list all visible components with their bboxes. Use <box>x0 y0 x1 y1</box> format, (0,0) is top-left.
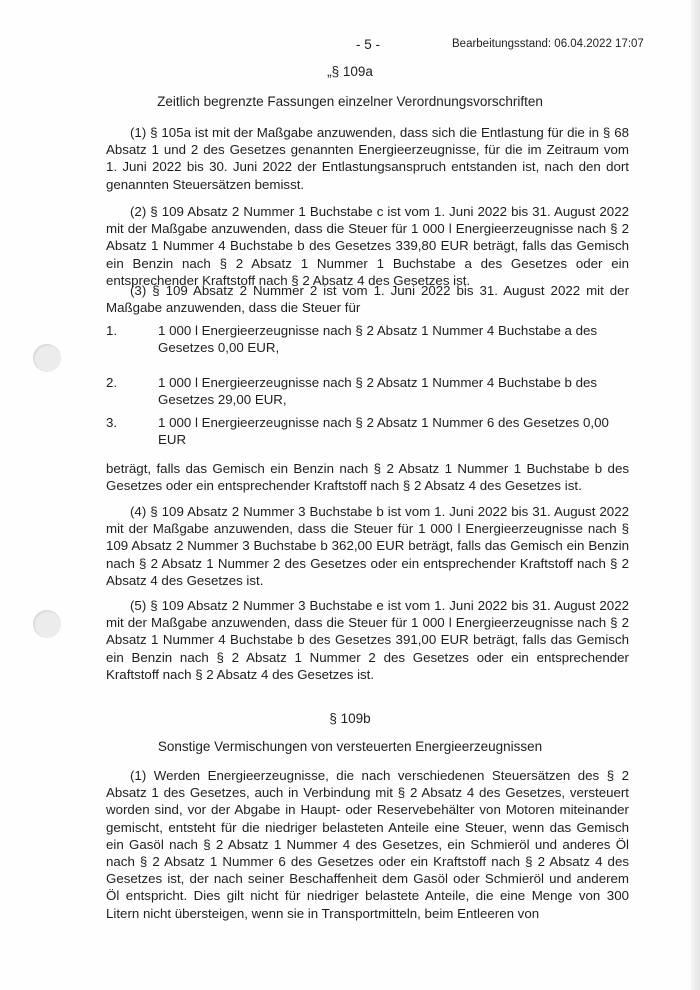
page-number: - 5 - <box>356 37 381 52</box>
paragraph-109a-2: (2) § 109 Absatz 2 Nummer 1 Buchstabe c ist vom 1. Juni 2022 bis 31. August 2022 mit der Maßgabe anzuwenden, dass die Steuer für 1 000 l Energieerzeugnisse nach § 2 Absatz 1 Nummer 4 Buchstabe b des Gesetzes 339,80 EUR beträgt, falls das Gemisch ein Benzin nach § 2 Absatz 1 Nummer 1 Buchstabe a des Gesetzes oder ein entsprechender Kraftstoff nach § 2 Absatz 4 des Gesetzes ist. <box>106 204 629 288</box>
list-text: 1 000 l Energieerzeugnisse nach § 2 Absatz 1 Nummer 4 Buchstabe a des Gesetzes 0,00 EUR, <box>158 323 598 356</box>
section-109a-heading: „§ 109a <box>327 64 373 79</box>
list-number: 1. <box>106 323 118 338</box>
edit-status: Bearbeitungsstand: 06.04.2022 17:07 <box>452 38 644 50</box>
paragraph-109a-1: (1) § 105a ist mit der Maßgabe anzuwenden, dass sich die Entlastung für die in § 68 Absatz 1 und 2 des Gesetzes genannten Energieerzeugnisse, für die im Zeitraum vom 1. Juni 2022 bis 30. Juni 2022 der Entlastungsanspruch entstanden ist, nach den dort genannten Steuersätzen bemisst. <box>106 125 629 192</box>
section-109a-subtitle: Zeitlich begrenzte Fassungen einzelner Verordnungsvorschriften <box>157 94 543 109</box>
list-text: 1 000 l Energieerzeugnisse nach § 2 Absatz 1 Nummer 4 Buchstabe b des Gesetzes 29,00 EUR, <box>158 375 598 408</box>
punch-hole <box>33 344 61 372</box>
page-edge-shadow <box>691 0 700 990</box>
paragraph-109b-1: (1) Werden Energieerzeugnisse, die nach verschiedenen Steuersätzen des § 2 Absatz 1 des Gesetzes, auch in Verbindung mit § 2 Absatz 4 des Gesetzes, versteuert worden sind, vor der Abgabe in Haupt- oder Reservebehälter von Motoren miteinander gemischt, entsteht für die niedriger belasteten Anteile eine Steuer, wenn das Gemisch ein Gasöl nach § 2 Absatz 1 Nummer 4 des Gesetzes, ein Schmieröl und anderes Öl nach § 2 Absatz 1 Nummer 6 des Gesetzes oder ein Kraftstoff nach § 2 Absatz 4 des Gesetzes ist, der nach seiner Beschaffenheit dem Gasöl oder Schmieröl und anderem Öl entspricht. Dies gilt nicht für niedriger belastete Anteile, die eine Menge von 300 Litern nicht übersteigen, wenn sie in Transportmitteln, beim Entleeren von <box>106 768 629 921</box>
list-text: 1 000 l Energieerzeugnisse nach § 2 Absatz 1 Nummer 6 des Gesetzes 0,00 EUR <box>158 415 609 448</box>
punch-hole <box>33 610 61 638</box>
list-number: 3. <box>106 415 118 430</box>
list-number: 2. <box>106 375 118 390</box>
paragraph-109a-4: (4) § 109 Absatz 2 Nummer 3 Buchstabe b ist vom 1. Juni 2022 bis 31. August 2022 mit der Maßgabe anzuwenden, dass die Steuer für 1 000 l Energieerzeugnisse nach § 109 Absatz 2 Nummer 3 Buchstabe b 362,00 EUR beträgt, falls das Gemisch ein Benzin nach § 2 Absatz 1 Nummer 2 des Gesetzes oder ein entsprechender Kraftstoff nach § 2 Absatz 4 des Gesetzes ist. <box>106 504 629 588</box>
section-109b-heading: § 109b <box>329 711 371 726</box>
paragraph-109a-3-outro: beträgt, falls das Gemisch ein Benzin nach § 2 Absatz 1 Nummer 1 Buchstabe b des Gesetzes oder ein entsprechender Kraftstoff nach § 2 Absatz 4 des Gesetzes ist. <box>106 461 629 494</box>
section-109b-subtitle: Sonstige Vermischungen von versteuerten Energieerzeugnissen <box>157 739 543 754</box>
paragraph-109a-5: (5) § 109 Absatz 2 Nummer 3 Buchstabe e ist vom 1. Juni 2022 bis 31. August 2022 mit der Maßgabe anzuwenden, dass die Steuer für 1 000 l Energieerzeugnisse nach § 2 Absatz 1 Nummer 4 Buchstabe b des Gesetzes 391,00 EUR beträgt, falls das Gemisch ein Benzin nach § 2 Absatz 1 Nummer 2 des Gesetzes oder ein entsprechender Kraftstoff nach § 2 Absatz 4 des Gesetzes ist. <box>106 598 629 682</box>
paragraph-109a-3-intro: (3) § 109 Absatz 2 Nummer 2 ist vom 1. Juni 2022 bis 31. August 2022 mit der Maßgabe anzuwenden, dass die Steuer für <box>106 283 629 316</box>
